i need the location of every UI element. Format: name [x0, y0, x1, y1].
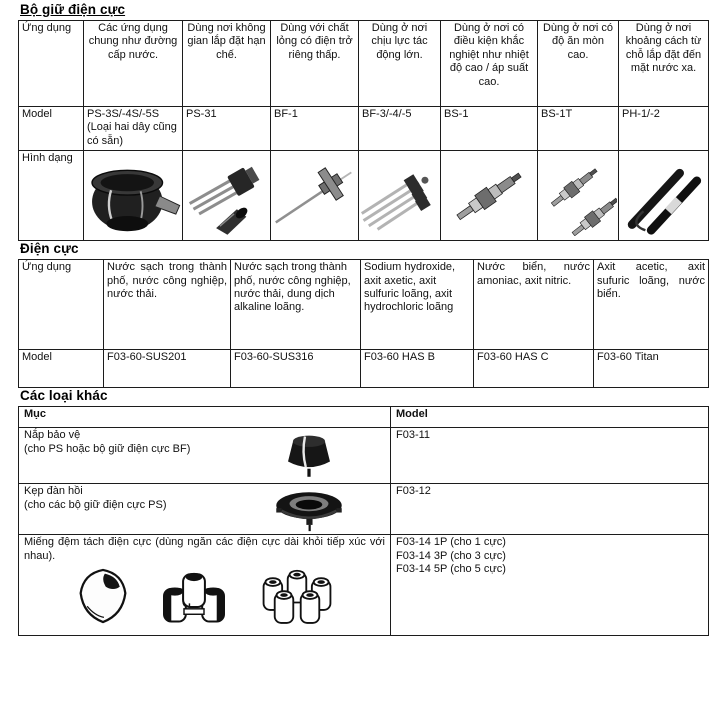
holder-shape-cell [183, 151, 271, 241]
item-name: Kẹp đàn hồi [24, 485, 83, 498]
holder-model-cell: PH-1/-2 [619, 107, 709, 151]
product-photo-spring-clip-icon [266, 486, 352, 532]
item-note: (cho các bộ giữ điện cực PS) [24, 498, 167, 511]
holder-application-cell: Các ứng dụng chung như đường cấp nước. [84, 21, 183, 107]
holder-shape-row [19, 151, 709, 241]
product-photo-spacer-5p-icon [258, 565, 336, 627]
holder-model-cell: BS-1T [538, 107, 619, 151]
row-label-application: Ứng dụng [19, 260, 104, 350]
others-model-cell: F03-12 [391, 484, 709, 535]
others-table [18, 406, 709, 636]
holder-shape-cell [538, 151, 619, 241]
others-item-cell [19, 428, 391, 484]
others-row-spacer [19, 535, 709, 636]
electrode-application-cell: Nước biển, nước amoniac, axit nitric. [474, 260, 594, 350]
holder-application-cell: Dùng ở nơi có điều kiện khắc nghiệt như nhiệt độ cao / áp suất cao. [441, 21, 538, 107]
holder-model-cell: BS-1 [441, 107, 538, 151]
row-label-model: Model [19, 350, 104, 388]
product-photo-bs1-electrode-icon [442, 156, 536, 236]
others-header-model: Model [391, 407, 709, 428]
product-photo-ph12-rods-icon [620, 156, 707, 236]
holder-shape-cell [271, 151, 359, 241]
row-label-shape: Hình dạng [19, 151, 84, 241]
section-title-electrodes: Điện cực [20, 241, 79, 257]
electrode-model-cell: F03-60 HAS B [361, 350, 474, 388]
holder-application-cell: Dùng ở nơi chịu lực tác động lớn. [359, 21, 441, 107]
holder-model-cell: BF-1 [271, 107, 359, 151]
others-header-item: Mục [19, 407, 391, 428]
row-label-model: Model [19, 107, 84, 151]
item-name: Nắp bảo vệ [24, 429, 81, 442]
others-model-cell [391, 535, 709, 636]
electrode-model-row [19, 350, 709, 388]
holder-shape-cell [84, 151, 183, 241]
product-photo-spacer-3p-icon [158, 567, 230, 627]
holder-table [18, 20, 709, 241]
product-photo-ps-holder-icon [85, 156, 181, 236]
holder-model-row [19, 107, 709, 151]
spacer-model-line: F03-14 5P (cho 5 cực) [396, 563, 506, 576]
others-model-cell: F03-11 [391, 428, 709, 484]
others-item-cell [19, 484, 391, 535]
product-photo-bf1-rod-icon [272, 156, 357, 236]
others-header-row [19, 407, 709, 428]
holder-shape-cell [441, 151, 538, 241]
electrode-model-cell: F03-60-SUS316 [231, 350, 361, 388]
section-title-others: Các loại khác [20, 388, 108, 404]
spacer-images [24, 565, 387, 627]
electrode-model-cell: F03-60-SUS201 [104, 350, 231, 388]
item-name: Miếng đệm tách điện cực (dùng ngăn các điện cực dài khỏi tiếp xúc với nhau). [24, 536, 385, 562]
section-title-holders: Bộ giữ điện cực [20, 2, 126, 17]
holder-application-cell: Dùng ở nơi có độ ăn mòn cao. [538, 21, 619, 107]
holder-model-cell: PS-31 [183, 107, 271, 151]
spacer-model-line: F03-14 3P (cho 3 cực) [396, 549, 506, 562]
product-photo-protective-cap-icon [277, 430, 341, 480]
electrode-application-cell: Nước sạch trong thành phố, nước công nghiệp, nước thải. [104, 260, 231, 350]
holder-application-row [19, 21, 709, 107]
holder-model-cell: BF-3/-4/-5 [359, 107, 441, 151]
electrode-model-cell: F03-60 HAS C [474, 350, 594, 388]
electrode-application-row [19, 260, 709, 350]
electrode-table [18, 259, 709, 388]
item-note: (cho PS hoặc bộ giữ điện cực BF) [24, 442, 191, 455]
holder-shape-cell [359, 151, 441, 241]
product-photo-bf345-bundle-icon [360, 156, 439, 236]
holder-model-cell: PS-3S/-4S/-5S (Loại hai dây cũng có sẵn) [84, 107, 183, 151]
electrode-application-cell: Sodium hydroxide, axit axetic, axit sulfuric loãng, axit hydrochloric loãng [361, 260, 474, 350]
electrode-model-cell: F03-60 Titan [594, 350, 709, 388]
holder-shape-cell [619, 151, 709, 241]
spacer-model-line: F03-14 1P (cho 1 cực) [396, 536, 506, 549]
others-row-clip [19, 484, 709, 535]
others-row-cap [19, 428, 709, 484]
product-photo-ps31-rods-icon [184, 156, 269, 236]
others-item-cell [19, 535, 391, 636]
product-photo-bs1t-electrodes-icon [539, 156, 617, 236]
product-photo-spacer-1p-icon [76, 565, 130, 627]
holder-application-cell: Dùng nơi không gian lắp đặt hạn chế. [183, 21, 271, 107]
holder-application-cell: Dùng ở nơi khoảng cách từ chỗ lắp đặt đến mặt nước xa. [619, 21, 709, 107]
electrode-application-cell: Axit acetic, axit sufuric loãng, nước biển. [594, 260, 709, 350]
row-label-application: Ứng dụng [19, 21, 84, 107]
electrode-application-cell: Nước sạch trong thành phố, nước công nghiệp, nước thải, dung dịch alkaline loãng. [231, 260, 361, 350]
holder-application-cell: Dùng với chất lỏng có điện trở riêng thấp. [271, 21, 359, 107]
